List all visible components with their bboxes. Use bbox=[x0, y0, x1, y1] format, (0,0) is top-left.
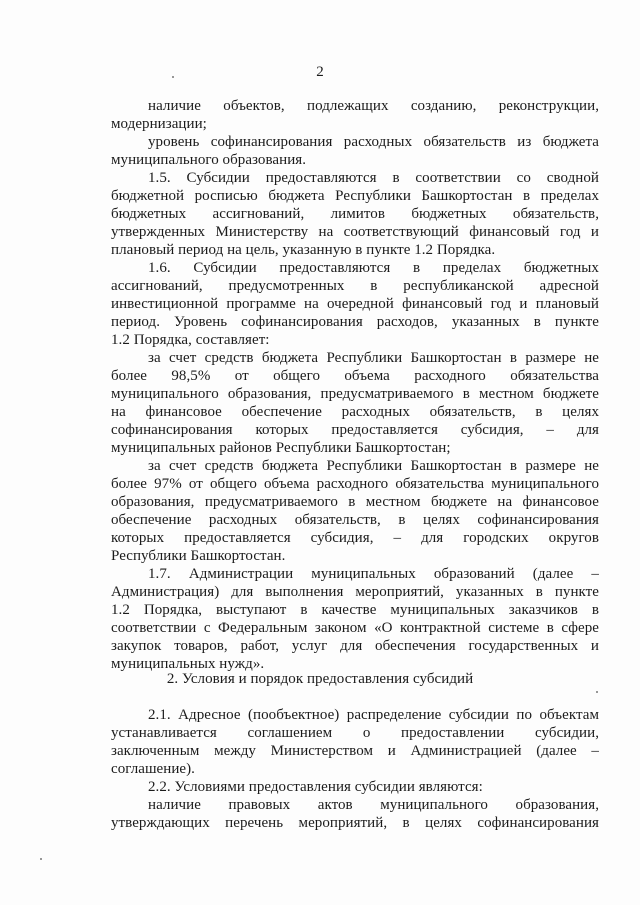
text-line: 1.2 Порядка, выступают в качестве муниципальных заказчиков в bbox=[111, 602, 599, 618]
scan-speck bbox=[596, 691, 598, 693]
text-line: бюджетной росписью бюджета Республики Башкортостан в пределах bbox=[111, 188, 599, 204]
section-heading: 2. Условия и порядок предоставления субсидий bbox=[166, 671, 474, 687]
text-line: которых предоставляется субсидия, – для городских округов bbox=[111, 530, 599, 546]
text-line: устанавливается соглашением о предоставлении субсидии, bbox=[111, 725, 599, 741]
scan-speck bbox=[40, 858, 42, 860]
page-number: 2 bbox=[316, 64, 324, 80]
text-line: закупок товаров, работ, услуг для обеспечения государственных и bbox=[111, 638, 599, 654]
text-line: наличие объектов, подлежащих созданию, реконструкции, bbox=[148, 98, 599, 114]
text-line: муниципальных нужд». bbox=[111, 656, 265, 672]
text-line: соответствии с Федеральным законом «О контрактной системе в сфере bbox=[111, 620, 599, 636]
text-line: утвержденных Министерству на соответствующий финансовый год и bbox=[111, 224, 599, 240]
text-line: муниципальных районов Республики Башкортостан; bbox=[111, 440, 451, 456]
text-line: муниципального образования, предусматриваемого в местном бюджете bbox=[111, 386, 599, 402]
text-line: 1.6. Субсидии предоставляются в пределах бюджетных bbox=[148, 260, 599, 276]
text-line: образования, предусматриваемого в местном бюджете на финансовое bbox=[111, 494, 599, 510]
text-line: за счет средств бюджета Республики Башкортостан в размере не bbox=[148, 350, 599, 366]
text-line: период. Уровень софинансирования расходов, указанных в пункте bbox=[111, 314, 599, 330]
text-line: модернизации; bbox=[111, 116, 207, 132]
text-line: Администрация) для выполнения мероприятий, указанных в пункте bbox=[111, 584, 599, 600]
text-line: соглашение). bbox=[111, 761, 195, 777]
text-line: софинансирования которых предоставляется субсидия, – для bbox=[111, 422, 599, 438]
text-line: более 97% от общего объема расходного обязательства муниципального bbox=[111, 476, 599, 492]
text-line: 1.7. Администрации муниципальных образований (далее – bbox=[148, 566, 599, 582]
text-line: 1.5. Субсидии предоставляются в соответствии со сводной bbox=[148, 170, 599, 186]
text-line: более 98,5% от общего объема расходного обязательства bbox=[111, 368, 599, 384]
text-line: заключенным между Министерством и Администрацией (далее – bbox=[111, 743, 599, 759]
text-line: 2.1. Адресное (пообъектное) распределение субсидии по объектам bbox=[148, 707, 599, 723]
text-line: на финансовое обеспечение расходных обязательств, в целях bbox=[111, 404, 599, 420]
text-line: наличие правовых актов муниципального образования, bbox=[148, 797, 599, 813]
text-line: обеспечение расходных обязательств, в целях софинансирования bbox=[111, 512, 599, 528]
text-line: утверждающих перечень мероприятий, в целях софинансирования bbox=[111, 815, 599, 831]
text-line: уровень софинансирования расходных обязательств из бюджета bbox=[148, 134, 599, 150]
text-line: 1.2 Порядка, составляет: bbox=[111, 332, 270, 348]
text-line: бюджетных ассигнований, лимитов бюджетных обязательств, bbox=[111, 206, 599, 222]
text-line: ассигнований, предусмотренных в республиканской адресной bbox=[111, 278, 599, 294]
text-line: 2.2. Условиями предоставления субсидии являются: bbox=[148, 779, 483, 795]
text-line: муниципального образования. bbox=[111, 152, 307, 168]
text-line: Республики Башкортостан. bbox=[111, 548, 286, 564]
text-line: плановый период на цель, указанную в пункте 1.2 Порядка. bbox=[111, 242, 496, 258]
text-line: за счет средств бюджета Республики Башкортостан в размере не bbox=[148, 458, 599, 474]
text-line: инвестиционной программе на очередной финансовый год и плановый bbox=[111, 296, 599, 312]
